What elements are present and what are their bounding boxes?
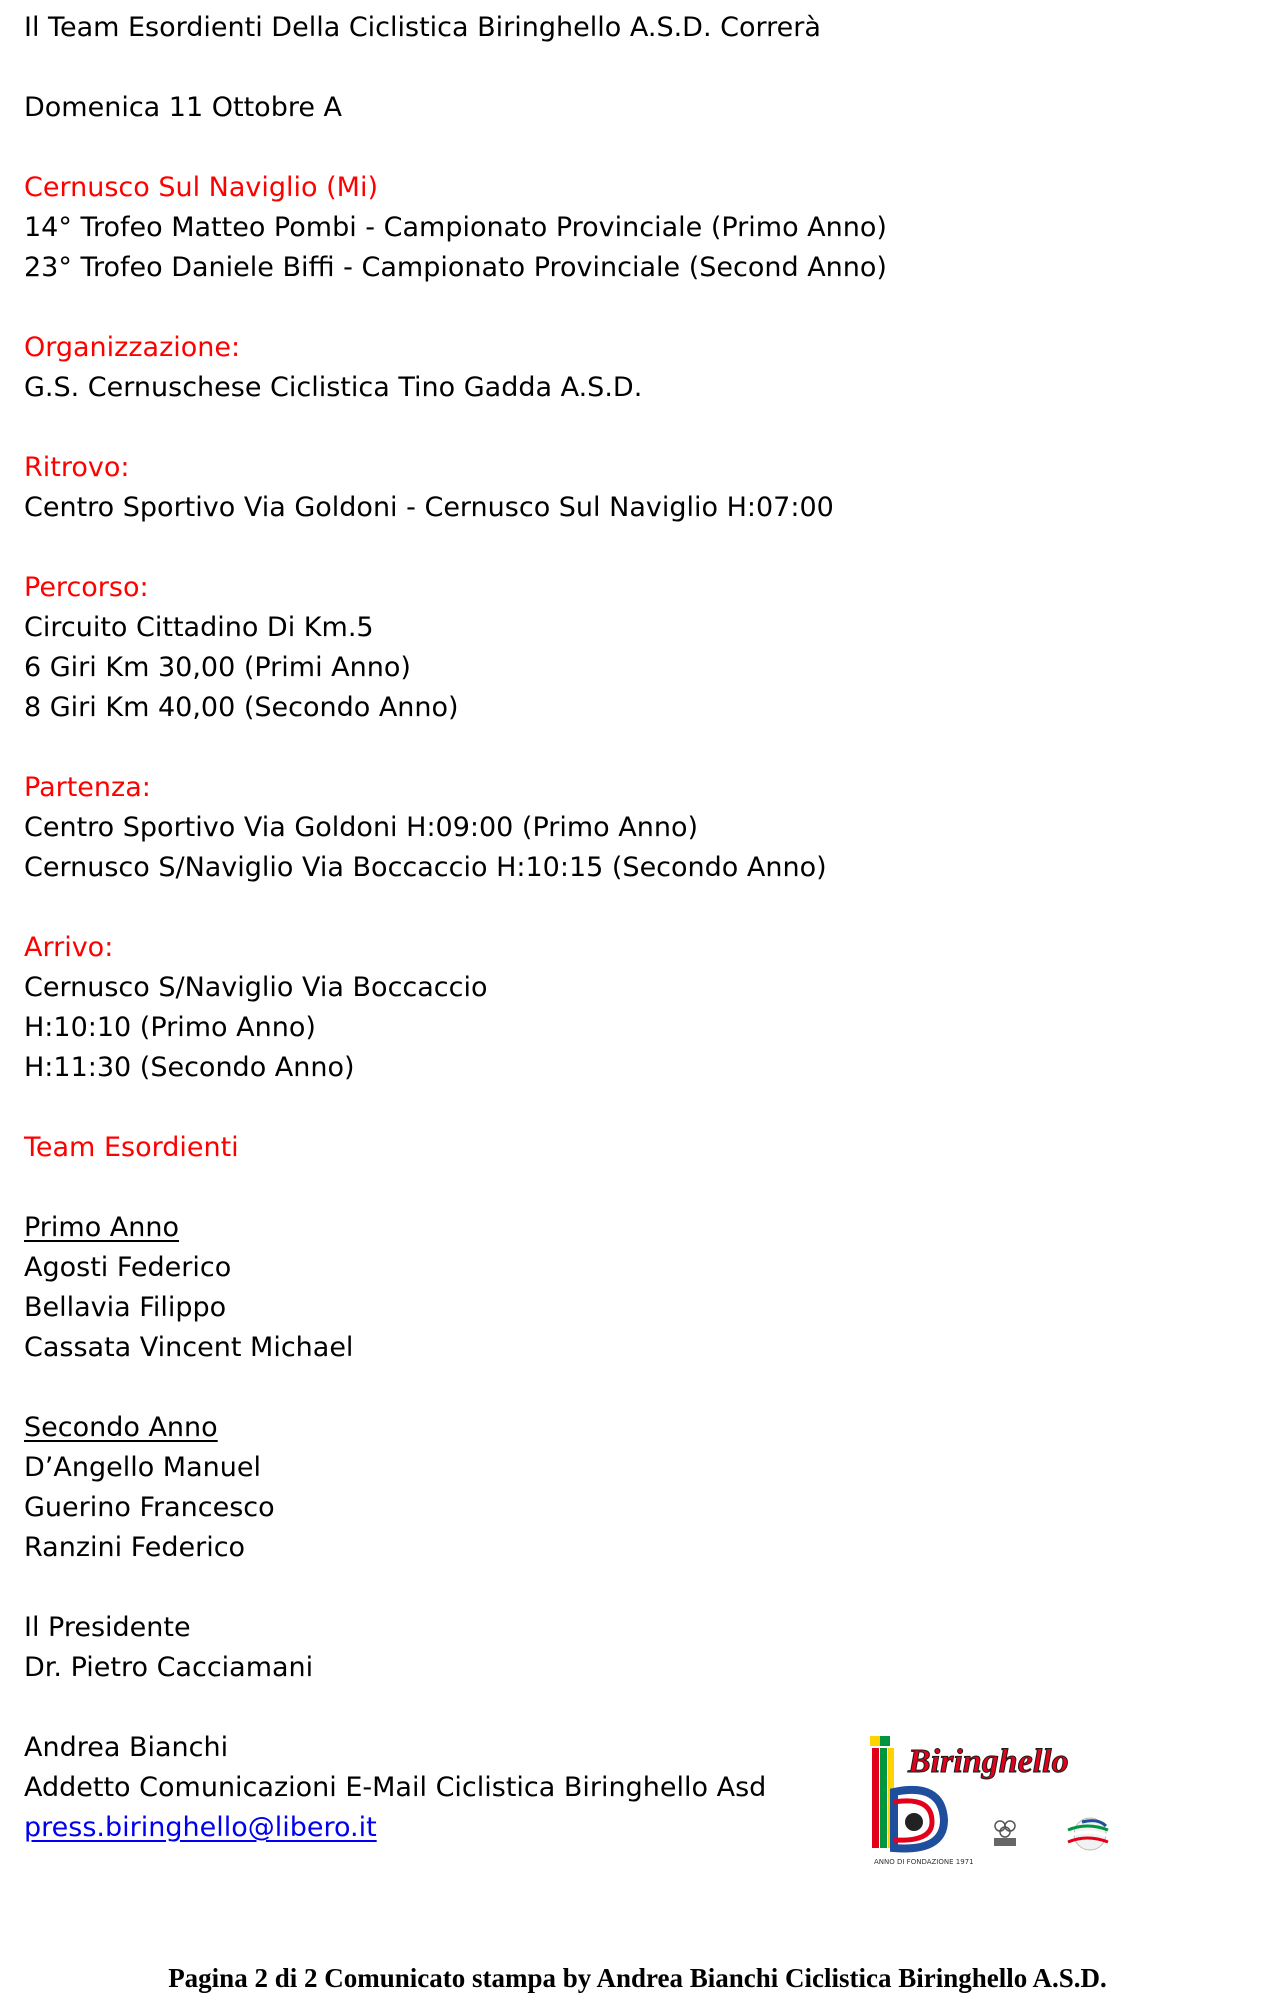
- logo-founded: ANNO DI FONDAZIONE 1971: [874, 1858, 974, 1866]
- secondo-anno-heading: Secondo Anno: [24, 1412, 218, 1443]
- rider-name: Bellavia Filippo: [24, 1292, 227, 1323]
- logo-square: [880, 1736, 890, 1746]
- trophy-secondo-anno: 23° Trofeo Daniele Biffi - Campionato Provinciale (Second Anno): [24, 252, 887, 283]
- rider-name: Cassata Vincent Michael: [24, 1332, 354, 1363]
- race-date: Domenica 11 Ottobre A: [24, 92, 343, 123]
- organizzazione-value: G.S. Cernuschese Ciclistica Tino Gadda A.S.D.: [24, 372, 643, 403]
- contact-role: Addetto Comunicazioni E-Mail Ciclistica Biringhello Asd: [24, 1772, 767, 1803]
- race-location: Cernusco Sul Naviglio (Mi): [24, 172, 378, 203]
- biringhello-logo: [862, 1730, 1162, 1870]
- percorso-line: 8 Giri Km 40,00 (Secondo Anno): [24, 692, 459, 723]
- coni-icon: [994, 1821, 1016, 1846]
- rider-name: D’Angello Manuel: [24, 1452, 261, 1483]
- organizzazione-label: Organizzazione:: [24, 332, 241, 363]
- cyclist-icon: [905, 1813, 923, 1831]
- press-release: [24, 8, 1224, 1848]
- page-footer: Pagina 2 di 2 Comunicato stampa by Andrea Bianchi Ciclistica Biringhello A.S.D.: [168, 1963, 1107, 1993]
- ritrovo-label: Ritrovo:: [24, 452, 130, 483]
- rider-name: Ranzini Federico: [24, 1532, 246, 1563]
- trophy-primo-anno: 14° Trofeo Matteo Pombi - Campionato Provinciale (Primo Anno): [24, 212, 887, 243]
- ritrovo-value: Centro Sportivo Via Goldoni - Cernusco Sul Naviglio H:07:00: [24, 492, 834, 523]
- rider-name: Guerino Francesco: [24, 1492, 275, 1523]
- partenza-line: Cernusco S/Naviglio Via Boccaccio H:10:15 (Secondo Anno): [24, 852, 827, 883]
- president-name: Dr. Pietro Cacciamani: [24, 1652, 314, 1683]
- arrivo-line: H:10:10 (Primo Anno): [24, 1012, 316, 1043]
- logo-stem: [872, 1748, 879, 1848]
- logo-square: [870, 1736, 880, 1746]
- contact-email-link[interactable]: press.biringhello@libero.it: [24, 1812, 377, 1843]
- contact-name: Andrea Bianchi: [24, 1732, 229, 1763]
- percorso-label: Percorso:: [24, 572, 149, 603]
- team-title: Team Esordienti: [24, 1132, 239, 1163]
- fci-icon: [1068, 1818, 1108, 1850]
- logo-wordmark: Biringhello: [908, 1743, 1069, 1780]
- arrivo-line: Cernusco S/Naviglio Via Boccaccio: [24, 972, 488, 1003]
- partenza-label: Partenza:: [24, 772, 151, 803]
- percorso-line: Circuito Cittadino Di Km.5: [24, 612, 374, 643]
- primo-anno-heading: Primo Anno: [24, 1212, 180, 1243]
- percorso-line: 6 Giri Km 30,00 (Primi Anno): [24, 652, 411, 683]
- partenza-line: Centro Sportivo Via Goldoni H:09:00 (Primo Anno): [24, 812, 699, 843]
- rider-name: Agosti Federico: [24, 1252, 232, 1283]
- arrivo-label: Arrivo:: [24, 932, 114, 963]
- logo-stem: [880, 1748, 887, 1848]
- intro-line: Il Team Esordienti Della Ciclistica Biringhello A.S.D. Correrà: [24, 12, 821, 43]
- arrivo-line: H:11:30 (Secondo Anno): [24, 1052, 355, 1083]
- president-role: Il Presidente: [24, 1612, 191, 1643]
